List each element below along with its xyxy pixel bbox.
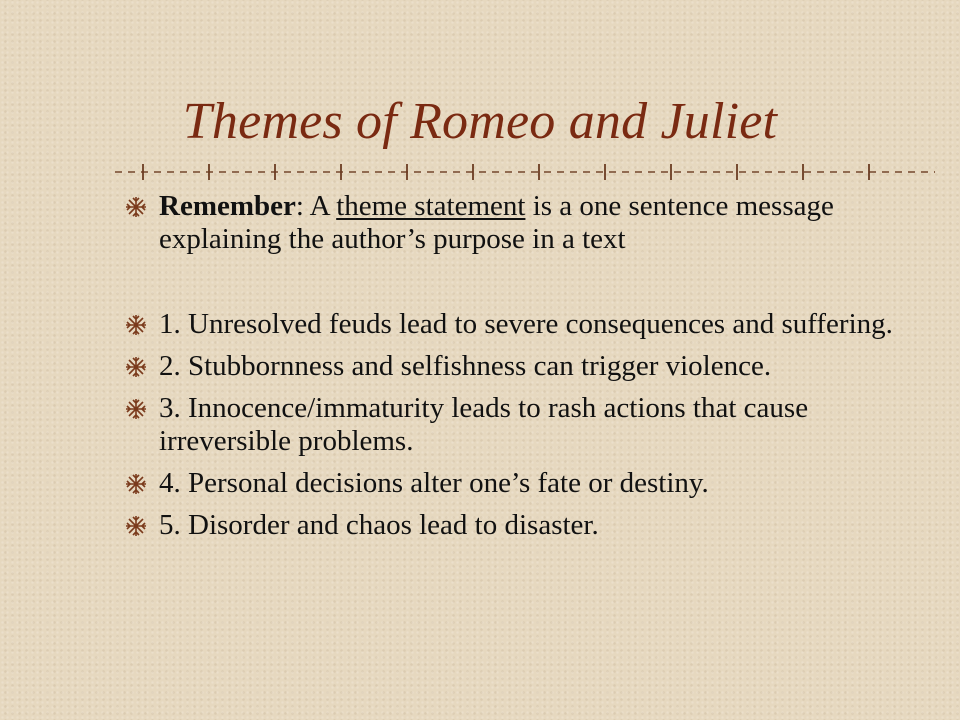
ornamental-divider	[115, 162, 935, 182]
slide-title: Themes of Romeo and Juliet	[182, 93, 778, 150]
bullet-text: 2. Stubbornness and selfishness can trigger violence.	[159, 350, 772, 382]
snowflake-bullet-icon	[125, 398, 147, 420]
bullet-intro	[125, 190, 915, 256]
intro-label: Remember	[159, 190, 296, 222]
snowflake-bullet-icon	[125, 314, 147, 336]
bullet-theme-2	[125, 350, 915, 383]
bullet-theme-4	[125, 467, 915, 500]
snowflake-bullet-icon	[125, 196, 147, 218]
snowflake-bullet-icon	[125, 356, 147, 378]
bullet-text: 3. Innocence/immaturity leads to rash actions that cause irreversible problems.	[159, 392, 809, 457]
bullet-text: 5. Disorder and chaos lead to disaster.	[159, 509, 599, 541]
snowflake-bullet-icon	[125, 515, 147, 537]
slide-body	[125, 190, 915, 542]
bullet-text: 4. Personal decisions alter one’s fate or destiny.	[159, 467, 709, 499]
intro-term: theme statement	[336, 190, 526, 222]
bullet-theme-1	[125, 308, 915, 341]
bullet-theme-3	[125, 392, 915, 458]
intro-pre: A	[303, 190, 337, 222]
bullet-theme-5	[125, 509, 915, 542]
bullet-text: 1. Unresolved feuds lead to severe consequences and suffering.	[159, 308, 893, 340]
intro-colon: :	[295, 190, 304, 222]
snowflake-bullet-icon	[125, 473, 147, 495]
intro-post: is a one sentence message explaining the author’s purpose in a text	[159, 190, 834, 255]
